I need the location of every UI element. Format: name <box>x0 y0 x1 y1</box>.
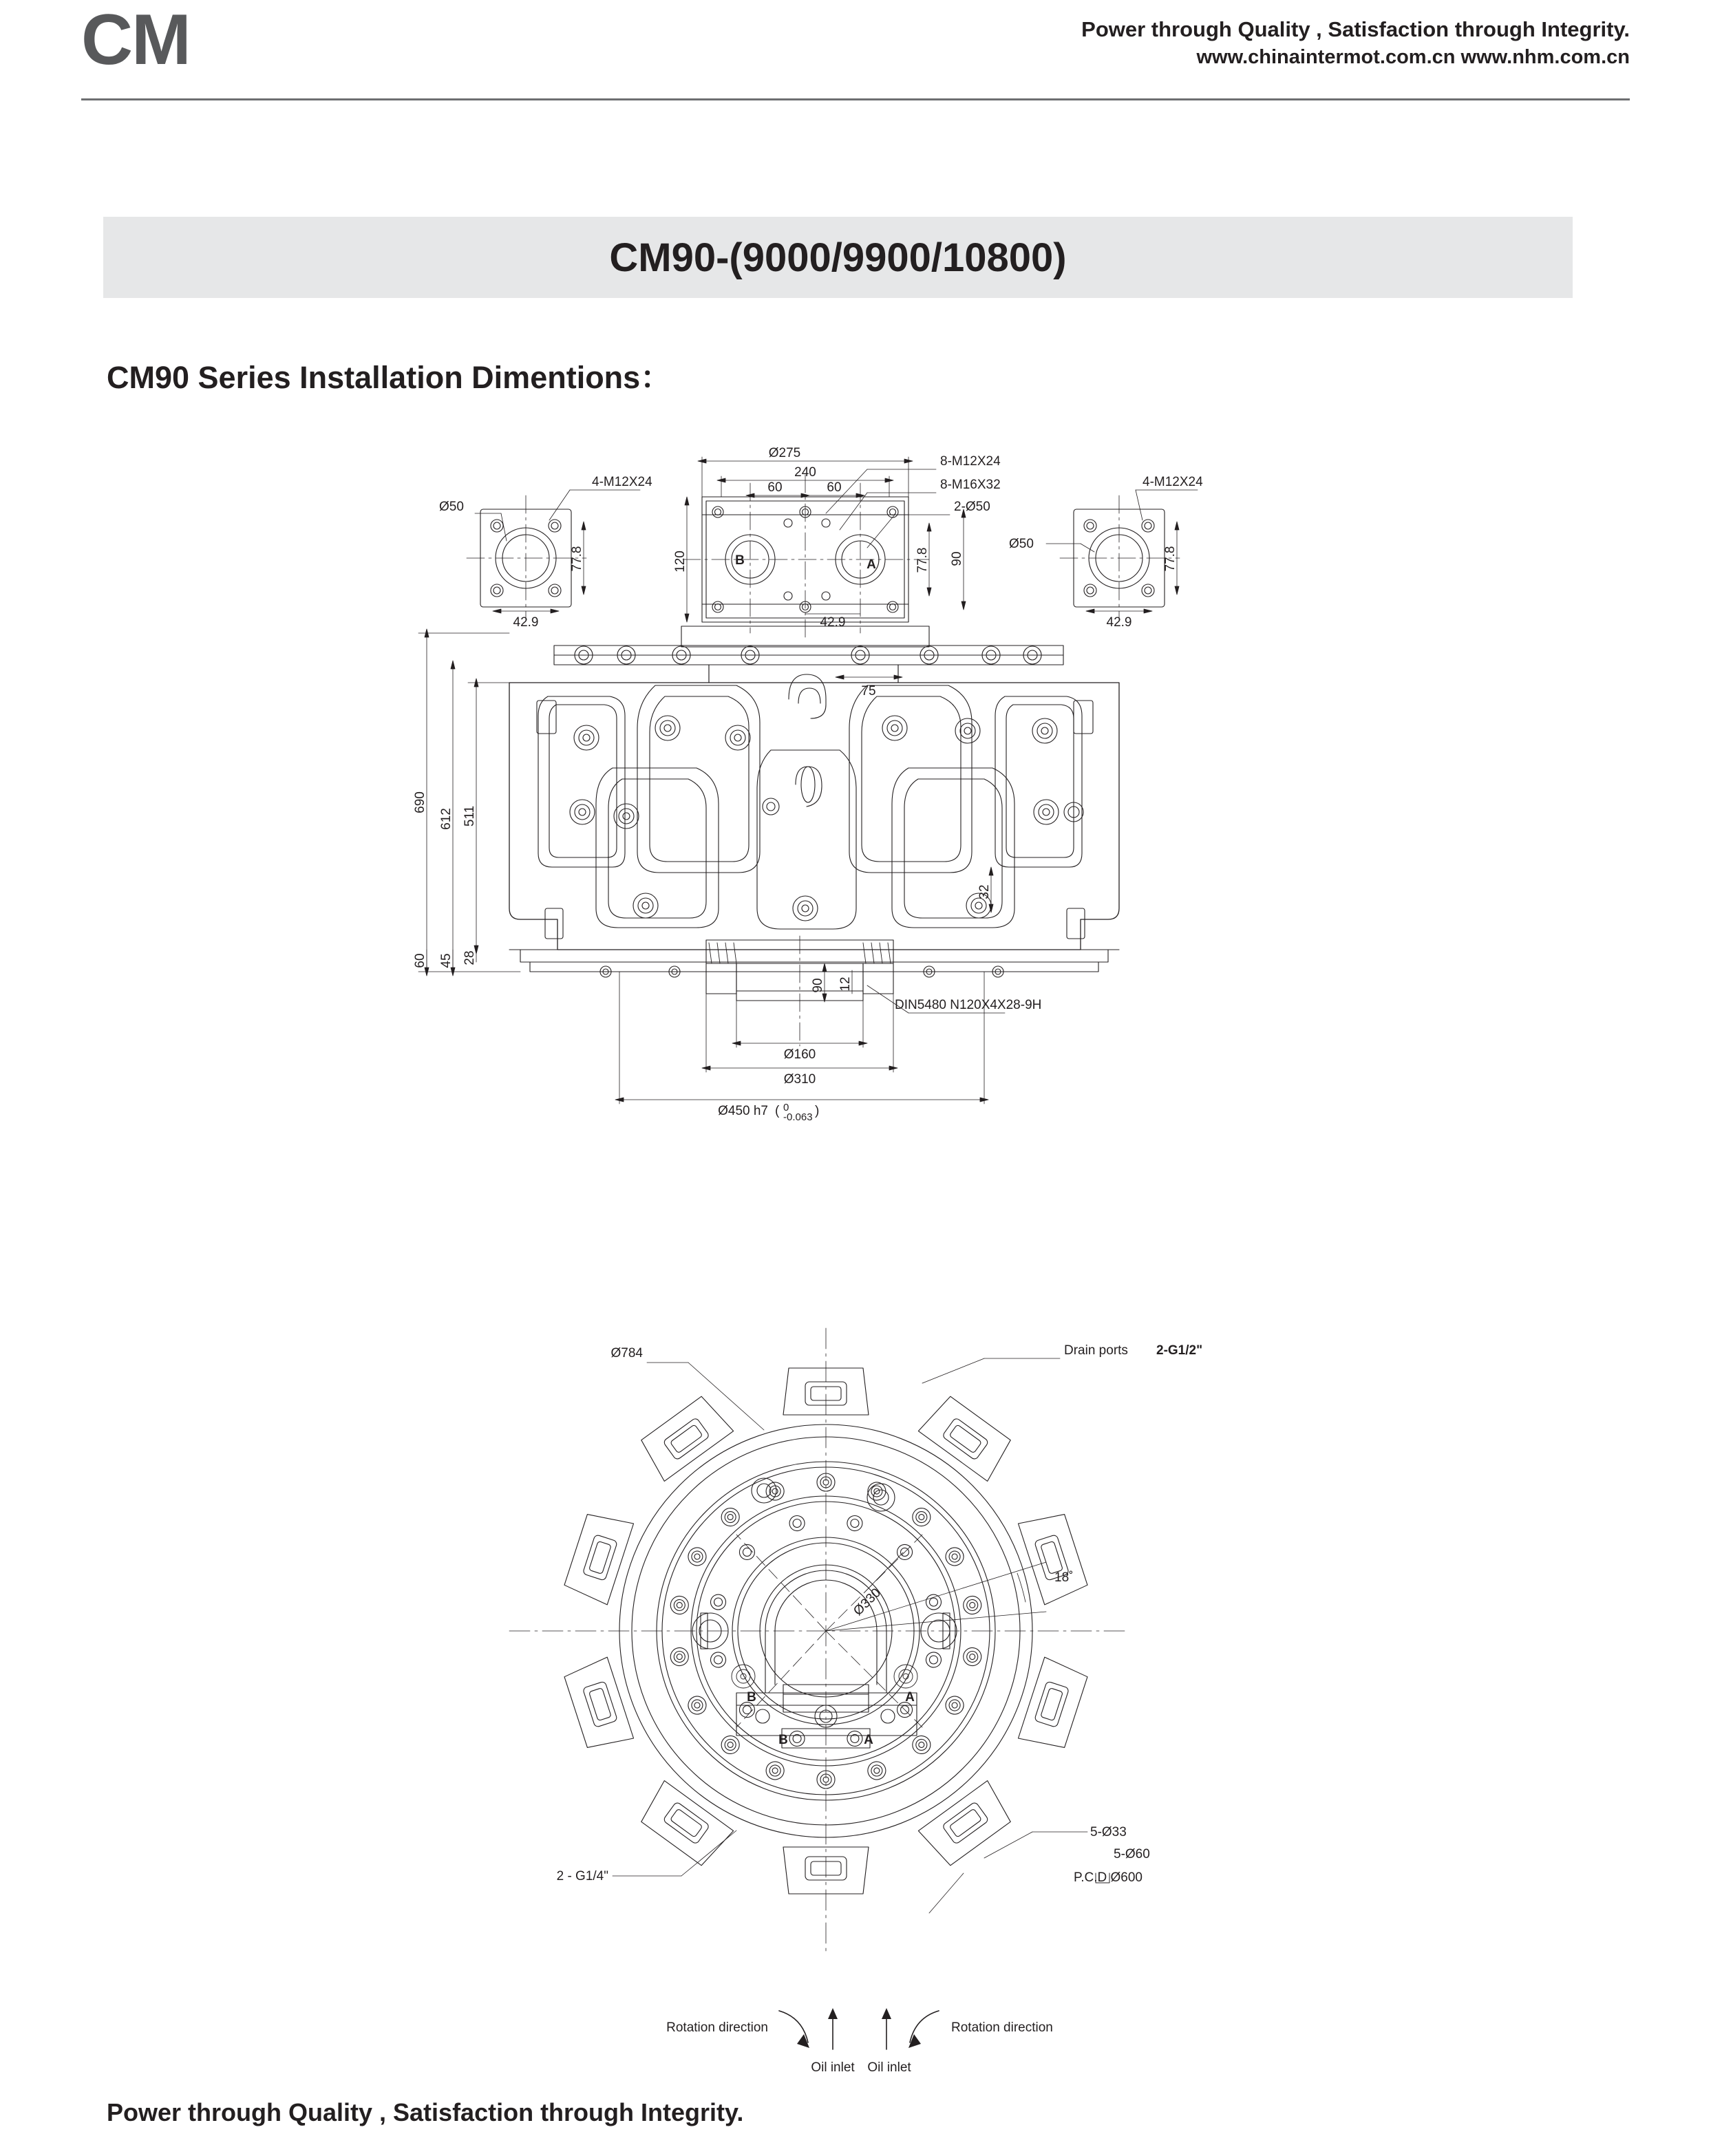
plan-view-drawing <box>440 1308 1321 2106</box>
brand-logo: CM <box>81 0 190 80</box>
label-4-m12x24-right: 4-M12X24 <box>1143 475 1203 489</box>
label-rotation-direction-right: Rotation direction <box>951 2020 1053 2035</box>
label-dia330: Ø330 <box>851 1586 884 1619</box>
label-port-b-left: B <box>747 1690 756 1705</box>
page-title: CM90-(9000/9900/10800) <box>609 235 1067 280</box>
label-oil-inlet-right: Oil inlet <box>867 2060 911 2075</box>
label-angle-18: 18˚ <box>1054 1570 1074 1585</box>
label-2-dia50: 2-Ø50 <box>954 500 990 514</box>
label-690: 690 <box>413 791 427 813</box>
label-612: 612 <box>439 808 454 830</box>
label-77-8-right: 77.8 <box>1163 546 1178 572</box>
label-60-left: 60 <box>767 480 783 495</box>
label-8-m12x24: 8-M12X24 <box>940 454 1001 469</box>
label-tol-lower: -0.063 <box>783 1111 813 1123</box>
label-120: 120 <box>673 551 688 573</box>
label-5-dia33: 5-Ø33 <box>1090 1825 1127 1839</box>
label-port-a-right: A <box>905 1690 915 1705</box>
label-oil-inlet-left: Oil inlet <box>811 2060 855 2075</box>
label-511: 511 <box>463 805 477 827</box>
label-dia784: Ø784 <box>610 1346 643 1360</box>
label-8-m16x32: 8-M16X32 <box>940 478 1001 492</box>
label-dia450: Ø450 h7 <box>718 1104 768 1118</box>
label-90-spline: 90 <box>811 978 825 993</box>
label-spline-spec: DIN5480 N120X4X28-9H <box>895 998 1042 1012</box>
label-dia160: Ø160 <box>783 1047 816 1062</box>
label-5-dia60: 5-Ø60 <box>1114 1847 1150 1861</box>
page-header <box>0 0 1711 103</box>
label-77-8-mid: 77.8 <box>915 547 930 573</box>
label-pcd: P.C.D Ø600 <box>1074 1870 1143 1885</box>
label-60-right: 60 <box>827 480 842 495</box>
label-port-b-top: B <box>735 553 745 568</box>
header-tagline: Power through Quality , Satisfaction through Integrity. <box>1081 17 1630 41</box>
label-4-m12x24-left: 4-M12X24 <box>592 475 652 489</box>
label-tol-paren-open: ( <box>775 1104 780 1118</box>
label-dia275: Ø275 <box>768 446 801 460</box>
label-drain-ports-spec: 2-G1/2" <box>1156 1343 1203 1358</box>
label-port-a-top: A <box>867 557 876 572</box>
label-12: 12 <box>838 976 853 992</box>
label-dia310: Ø310 <box>783 1072 816 1087</box>
label-rotation-direction-left: Rotation direction <box>666 2020 768 2035</box>
header-divider <box>81 98 1630 100</box>
page-title-bar <box>103 217 1573 298</box>
label-77-8-left: 77.8 <box>570 546 584 572</box>
label-2-g14: 2 - G1/4" <box>556 1869 608 1883</box>
label-42-9-right: 42.9 <box>1106 615 1132 630</box>
label-42-9-mid: 42.9 <box>820 615 846 630</box>
front-view-drawing <box>385 427 1349 1273</box>
label-port-b-bottom: B <box>778 1733 788 1747</box>
label-90-top: 90 <box>950 551 964 566</box>
label-45: 45 <box>439 953 454 968</box>
label-port-a-bottom: A <box>864 1733 873 1747</box>
label-tol-upper: 0 <box>783 1102 789 1113</box>
label-60-bottom: 60 <box>413 953 427 968</box>
label-75: 75 <box>861 684 876 698</box>
label-32: 32 <box>977 884 992 899</box>
label-dia50-left: Ø50 <box>439 500 464 514</box>
page-footer: Power through Quality , Satisfaction through Integrity. <box>107 2098 744 2126</box>
label-dia50-right: Ø50 <box>1009 537 1034 551</box>
label-drain-ports: Drain ports <box>1064 1343 1128 1358</box>
label-tol-paren-close: ) <box>815 1104 820 1118</box>
header-websites: www.chinaintermot.com.cn www.nhm.com.cn <box>1196 45 1630 68</box>
label-28: 28 <box>463 950 477 965</box>
section-subtitle: CM90 Series Installation Dimentions： <box>107 360 672 395</box>
label-240: 240 <box>794 465 816 480</box>
header-text-block <box>1081 15 1630 71</box>
label-42-9-left: 42.9 <box>513 615 539 630</box>
